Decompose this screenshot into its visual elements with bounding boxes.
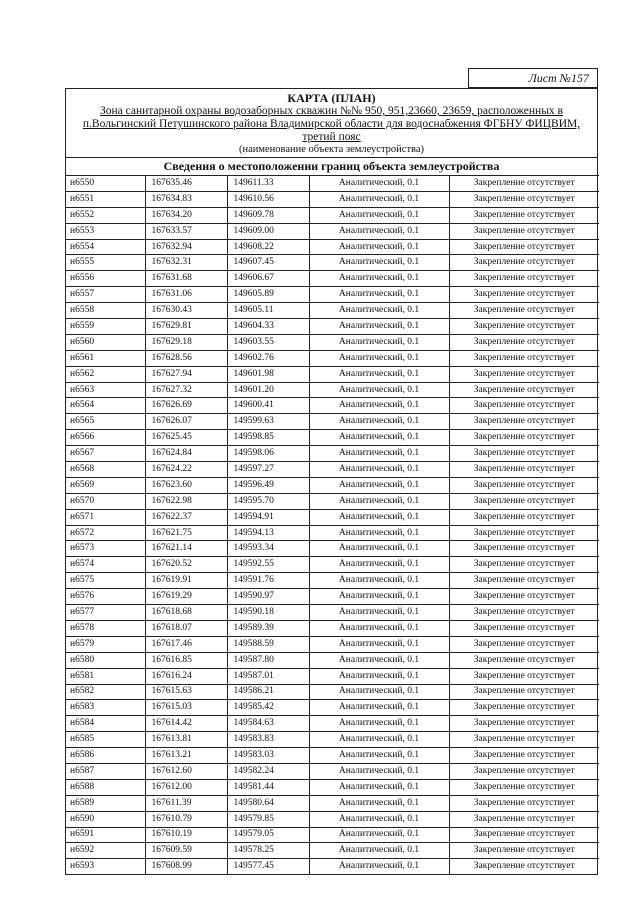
- table-row: [66, 843, 599, 859]
- x-coordinate-cell: 167625.45: [145, 430, 227, 446]
- fixation-note-cell: Закрепление отсутствует: [449, 859, 599, 874]
- table-row: [66, 255, 599, 271]
- point-id-cell: н6572: [66, 525, 145, 541]
- x-coordinate-cell: 167613.81: [145, 732, 227, 748]
- method-cell: Аналитический, 0.1: [309, 557, 449, 573]
- y-coordinate-cell: 149597.27: [227, 462, 309, 478]
- fixation-note-cell: Закрепление отсутствует: [449, 271, 599, 287]
- y-coordinate-cell: 149610.56: [227, 191, 309, 207]
- point-id-cell: н6584: [66, 716, 145, 732]
- method-cell: Аналитический, 0.1: [309, 779, 449, 795]
- point-id-cell: н6566: [66, 430, 145, 446]
- method-cell: Аналитический, 0.1: [309, 493, 449, 509]
- method-cell: Аналитический, 0.1: [309, 239, 449, 255]
- method-cell: Аналитический, 0.1: [309, 271, 449, 287]
- point-id-cell: н6592: [66, 843, 145, 859]
- point-id-cell: н6586: [66, 748, 145, 764]
- method-cell: Аналитический, 0.1: [309, 605, 449, 621]
- fixation-note-cell: Закрепление отсутствует: [449, 843, 599, 859]
- method-cell: Аналитический, 0.1: [309, 525, 449, 541]
- table-row: [66, 462, 599, 478]
- fixation-note-cell: Закрепление отсутствует: [449, 763, 599, 779]
- y-coordinate-cell: 149591.76: [227, 573, 309, 589]
- fixation-note-cell: Закрепление отсутствует: [449, 334, 599, 350]
- method-cell: Аналитический, 0.1: [309, 716, 449, 732]
- point-id-cell: н6557: [66, 287, 145, 303]
- fixation-note-cell: Закрепление отсутствует: [449, 350, 599, 366]
- y-coordinate-cell: 149586.21: [227, 684, 309, 700]
- document-header: [66, 89, 597, 157]
- point-id-cell: н6551: [66, 191, 145, 207]
- fixation-note-cell: Закрепление отсутствует: [449, 191, 599, 207]
- table-row: [66, 176, 599, 192]
- y-coordinate-cell: 149604.33: [227, 319, 309, 335]
- point-id-cell: н6576: [66, 589, 145, 605]
- table-row: [66, 303, 599, 319]
- x-coordinate-cell: 167629.81: [145, 319, 227, 335]
- fixation-note-cell: Закрепление отсутствует: [449, 748, 599, 764]
- x-coordinate-cell: 167616.85: [145, 652, 227, 668]
- point-id-cell: н6550: [66, 176, 145, 192]
- document-frame: [65, 88, 598, 875]
- x-coordinate-cell: 167618.68: [145, 605, 227, 621]
- point-id-cell: н6569: [66, 477, 145, 493]
- table-row: [66, 636, 599, 652]
- x-coordinate-cell: 167610.19: [145, 827, 227, 843]
- x-coordinate-cell: 167624.84: [145, 446, 227, 462]
- fixation-note-cell: Закрепление отсутствует: [449, 509, 599, 525]
- table-row: [66, 732, 599, 748]
- table-row: [66, 477, 599, 493]
- table-row: [66, 525, 599, 541]
- fixation-note-cell: Закрепление отсутствует: [449, 287, 599, 303]
- fixation-note-cell: Закрепление отсутствует: [449, 525, 599, 541]
- x-coordinate-cell: 167635.46: [145, 176, 227, 192]
- y-coordinate-cell: 149592.55: [227, 557, 309, 573]
- method-cell: Аналитический, 0.1: [309, 636, 449, 652]
- x-coordinate-cell: 167613.21: [145, 748, 227, 764]
- method-cell: Аналитический, 0.1: [309, 319, 449, 335]
- fixation-note-cell: Закрепление отсутствует: [449, 462, 599, 478]
- method-cell: Аналитический, 0.1: [309, 620, 449, 636]
- fixation-note-cell: Закрепление отсутствует: [449, 223, 599, 239]
- y-coordinate-cell: 149590.97: [227, 589, 309, 605]
- method-cell: Аналитический, 0.1: [309, 652, 449, 668]
- y-coordinate-cell: 149608.22: [227, 239, 309, 255]
- method-cell: Аналитический, 0.1: [309, 811, 449, 827]
- x-coordinate-cell: 167612.60: [145, 763, 227, 779]
- table-row: [66, 382, 599, 398]
- fixation-note-cell: Закрепление отсутствует: [449, 779, 599, 795]
- y-coordinate-cell: 149605.11: [227, 303, 309, 319]
- y-coordinate-cell: 149585.42: [227, 700, 309, 716]
- table-row: [66, 509, 599, 525]
- fixation-note-cell: Закрепление отсутствует: [449, 605, 599, 621]
- x-coordinate-cell: 167610.79: [145, 811, 227, 827]
- method-cell: Аналитический, 0.1: [309, 859, 449, 874]
- method-cell: Аналитический, 0.1: [309, 255, 449, 271]
- y-coordinate-cell: 149605.89: [227, 287, 309, 303]
- fixation-note-cell: Закрепление отсутствует: [449, 557, 599, 573]
- method-cell: Аналитический, 0.1: [309, 223, 449, 239]
- method-cell: Аналитический, 0.1: [309, 763, 449, 779]
- table-row: [66, 398, 599, 414]
- point-id-cell: н6561: [66, 350, 145, 366]
- y-coordinate-cell: 149588.59: [227, 636, 309, 652]
- fixation-note-cell: Закрепление отсутствует: [449, 732, 599, 748]
- x-coordinate-cell: 167612.00: [145, 779, 227, 795]
- point-id-cell: н6567: [66, 446, 145, 462]
- table-body: [66, 176, 599, 875]
- y-coordinate-cell: 149598.85: [227, 430, 309, 446]
- fixation-note-cell: Закрепление отсутствует: [449, 207, 599, 223]
- x-coordinate-cell: 167619.29: [145, 589, 227, 605]
- point-id-cell: н6579: [66, 636, 145, 652]
- y-coordinate-cell: 149600.41: [227, 398, 309, 414]
- fixation-note-cell: Закрепление отсутствует: [449, 684, 599, 700]
- method-cell: Аналитический, 0.1: [309, 176, 449, 192]
- fixation-note-cell: Закрепление отсутствует: [449, 176, 599, 192]
- table-row: [66, 859, 599, 874]
- fixation-note-cell: Закрепление отсутствует: [449, 716, 599, 732]
- point-id-cell: н6565: [66, 414, 145, 430]
- fixation-note-cell: Закрепление отсутствует: [449, 430, 599, 446]
- table-row: [66, 763, 599, 779]
- table-row: [66, 287, 599, 303]
- fixation-note-cell: Закрепление отсутствует: [449, 303, 599, 319]
- y-coordinate-cell: 149607.45: [227, 255, 309, 271]
- method-cell: Аналитический, 0.1: [309, 732, 449, 748]
- table-row: [66, 271, 599, 287]
- method-cell: Аналитический, 0.1: [309, 430, 449, 446]
- point-id-cell: н6578: [66, 620, 145, 636]
- x-coordinate-cell: 167627.32: [145, 382, 227, 398]
- y-coordinate-cell: 149578.25: [227, 843, 309, 859]
- point-id-cell: н6564: [66, 398, 145, 414]
- x-coordinate-cell: 167631.06: [145, 287, 227, 303]
- table-row: [66, 446, 599, 462]
- fixation-note-cell: Закрепление отсутствует: [449, 493, 599, 509]
- table-row: [66, 795, 599, 811]
- x-coordinate-cell: 167615.03: [145, 700, 227, 716]
- method-cell: Аналитический, 0.1: [309, 191, 449, 207]
- fixation-note-cell: Закрепление отсутствует: [449, 827, 599, 843]
- method-cell: Аналитический, 0.1: [309, 509, 449, 525]
- point-id-cell: н6590: [66, 811, 145, 827]
- method-cell: Аналитический, 0.1: [309, 668, 449, 684]
- point-id-cell: н6553: [66, 223, 145, 239]
- y-coordinate-cell: 149609.00: [227, 223, 309, 239]
- zone-description-line-3: третий пояс: [302, 131, 361, 143]
- y-coordinate-cell: 149598.06: [227, 446, 309, 462]
- x-coordinate-cell: 167626.69: [145, 398, 227, 414]
- y-coordinate-cell: 149594.91: [227, 509, 309, 525]
- table-row: [66, 350, 599, 366]
- table-row: [66, 716, 599, 732]
- point-id-cell: н6588: [66, 779, 145, 795]
- x-coordinate-cell: 167622.98: [145, 493, 227, 509]
- y-coordinate-cell: 149609.78: [227, 207, 309, 223]
- point-id-cell: н6562: [66, 366, 145, 382]
- y-coordinate-cell: 149599.63: [227, 414, 309, 430]
- method-cell: Аналитический, 0.1: [309, 589, 449, 605]
- method-cell: Аналитический, 0.1: [309, 795, 449, 811]
- boundary-points-table: [66, 175, 599, 874]
- y-coordinate-cell: 149601.20: [227, 382, 309, 398]
- method-cell: Аналитический, 0.1: [309, 287, 449, 303]
- table-row: [66, 620, 599, 636]
- y-coordinate-cell: 149606.67: [227, 271, 309, 287]
- point-id-cell: н6574: [66, 557, 145, 573]
- point-id-cell: н6580: [66, 652, 145, 668]
- x-coordinate-cell: 167634.83: [145, 191, 227, 207]
- x-coordinate-cell: 167631.68: [145, 271, 227, 287]
- x-coordinate-cell: 167629.18: [145, 334, 227, 350]
- fixation-note-cell: Закрепление отсутствует: [449, 541, 599, 557]
- method-cell: Аналитический, 0.1: [309, 477, 449, 493]
- table-row: [66, 366, 599, 382]
- point-id-cell: н6556: [66, 271, 145, 287]
- y-coordinate-cell: 149580.64: [227, 795, 309, 811]
- x-coordinate-cell: 167608.99: [145, 859, 227, 874]
- point-id-cell: н6582: [66, 684, 145, 700]
- fixation-note-cell: Закрепление отсутствует: [449, 573, 599, 589]
- x-coordinate-cell: 167617.46: [145, 636, 227, 652]
- point-id-cell: н6570: [66, 493, 145, 509]
- method-cell: Аналитический, 0.1: [309, 207, 449, 223]
- method-cell: Аналитический, 0.1: [309, 843, 449, 859]
- table-row: [66, 827, 599, 843]
- table-row: [66, 684, 599, 700]
- fixation-note-cell: Закрепление отсутствует: [449, 668, 599, 684]
- x-coordinate-cell: 167630.43: [145, 303, 227, 319]
- x-coordinate-cell: 167628.56: [145, 350, 227, 366]
- method-cell: Аналитический, 0.1: [309, 350, 449, 366]
- x-coordinate-cell: 167632.94: [145, 239, 227, 255]
- point-id-cell: н6560: [66, 334, 145, 350]
- y-coordinate-cell: 149596.49: [227, 477, 309, 493]
- point-id-cell: н6573: [66, 541, 145, 557]
- table-row: [66, 605, 599, 621]
- point-id-cell: н6568: [66, 462, 145, 478]
- y-coordinate-cell: 149595.70: [227, 493, 309, 509]
- x-coordinate-cell: 167609.59: [145, 843, 227, 859]
- table-row: [66, 191, 599, 207]
- fixation-note-cell: Закрепление отсутствует: [449, 398, 599, 414]
- table-row: [66, 748, 599, 764]
- fixation-note-cell: Закрепление отсутствует: [449, 652, 599, 668]
- x-coordinate-cell: 167621.14: [145, 541, 227, 557]
- x-coordinate-cell: 167614.42: [145, 716, 227, 732]
- table-row: [66, 589, 599, 605]
- y-coordinate-cell: 149579.85: [227, 811, 309, 827]
- table-row: [66, 557, 599, 573]
- y-coordinate-cell: 149577.45: [227, 859, 309, 874]
- point-id-cell: н6585: [66, 732, 145, 748]
- fixation-note-cell: Закрепление отсутствует: [449, 477, 599, 493]
- point-id-cell: н6575: [66, 573, 145, 589]
- x-coordinate-cell: 167619.91: [145, 573, 227, 589]
- point-id-cell: н6559: [66, 319, 145, 335]
- table-row: [66, 430, 599, 446]
- x-coordinate-cell: 167618.07: [145, 620, 227, 636]
- document-title: КАРТА (ПЛАН): [287, 91, 376, 105]
- x-coordinate-cell: 167623.60: [145, 477, 227, 493]
- table-row: [66, 811, 599, 827]
- x-coordinate-cell: 167634.20: [145, 207, 227, 223]
- method-cell: Аналитический, 0.1: [309, 446, 449, 462]
- method-cell: Аналитический, 0.1: [309, 334, 449, 350]
- x-coordinate-cell: 167633.57: [145, 223, 227, 239]
- fixation-note-cell: Закрепление отсутствует: [449, 255, 599, 271]
- y-coordinate-cell: 149584.63: [227, 716, 309, 732]
- table-row: [66, 207, 599, 223]
- table-row: [66, 414, 599, 430]
- point-id-cell: н6558: [66, 303, 145, 319]
- y-coordinate-cell: 149579.05: [227, 827, 309, 843]
- method-cell: Аналитический, 0.1: [309, 366, 449, 382]
- point-id-cell: н6554: [66, 239, 145, 255]
- x-coordinate-cell: 167611.39: [145, 795, 227, 811]
- zone-description-line-1: Зона санитарной охраны водозаборных скважин №№ 950, 951,23660, 23659, расположенных в: [99, 105, 563, 117]
- fixation-note-cell: Закрепление отсутствует: [449, 795, 599, 811]
- fixation-note-cell: Закрепление отсутствует: [449, 636, 599, 652]
- point-id-cell: н6587: [66, 763, 145, 779]
- fixation-note-cell: Закрепление отсутствует: [449, 811, 599, 827]
- table-row: [66, 493, 599, 509]
- x-coordinate-cell: 167621.75: [145, 525, 227, 541]
- point-id-cell: н6593: [66, 859, 145, 874]
- method-cell: Аналитический, 0.1: [309, 303, 449, 319]
- x-coordinate-cell: 167616.24: [145, 668, 227, 684]
- y-coordinate-cell: 149589.39: [227, 620, 309, 636]
- y-coordinate-cell: 149603.55: [227, 334, 309, 350]
- table-row: [66, 779, 599, 795]
- fixation-note-cell: Закрепление отсутствует: [449, 382, 599, 398]
- method-cell: Аналитический, 0.1: [309, 700, 449, 716]
- fixation-note-cell: Закрепление отсутствует: [449, 366, 599, 382]
- fixation-note-cell: Закрепление отсутствует: [449, 319, 599, 335]
- x-coordinate-cell: 167627.94: [145, 366, 227, 382]
- x-coordinate-cell: 167620.52: [145, 557, 227, 573]
- point-id-cell: н6571: [66, 509, 145, 525]
- point-id-cell: н6583: [66, 700, 145, 716]
- y-coordinate-cell: 149583.83: [227, 732, 309, 748]
- y-coordinate-cell: 149587.01: [227, 668, 309, 684]
- method-cell: Аналитический, 0.1: [309, 462, 449, 478]
- table-row: [66, 223, 599, 239]
- method-cell: Аналитический, 0.1: [309, 573, 449, 589]
- fixation-note-cell: Закрепление отсутствует: [449, 414, 599, 430]
- y-coordinate-cell: 149583.03: [227, 748, 309, 764]
- table-row: [66, 573, 599, 589]
- table-row: [66, 334, 599, 350]
- fixation-note-cell: Закрепление отсутствует: [449, 620, 599, 636]
- y-coordinate-cell: 149601.98: [227, 366, 309, 382]
- fixation-note-cell: Закрепление отсутствует: [449, 239, 599, 255]
- method-cell: Аналитический, 0.1: [309, 541, 449, 557]
- table-row: [66, 700, 599, 716]
- method-cell: Аналитический, 0.1: [309, 684, 449, 700]
- point-id-cell: н6555: [66, 255, 145, 271]
- point-id-cell: н6581: [66, 668, 145, 684]
- fixation-note-cell: Закрепление отсутствует: [449, 589, 599, 605]
- y-coordinate-cell: 149594.13: [227, 525, 309, 541]
- x-coordinate-cell: 167615.63: [145, 684, 227, 700]
- section-title: Сведения о местоположении границ объекта землеустройства: [66, 157, 597, 175]
- y-coordinate-cell: 149587.80: [227, 652, 309, 668]
- x-coordinate-cell: 167626.07: [145, 414, 227, 430]
- y-coordinate-cell: 149593.34: [227, 541, 309, 557]
- y-coordinate-cell: 149590.18: [227, 605, 309, 621]
- zone-description-line-2: п.Вольгинский Петушинского района Владимирской области для водоснабжения ФГБНУ ФИЦВИМ,: [82, 118, 581, 130]
- x-coordinate-cell: 167622.37: [145, 509, 227, 525]
- table-row: [66, 668, 599, 684]
- method-cell: Аналитический, 0.1: [309, 827, 449, 843]
- point-id-cell: н6589: [66, 795, 145, 811]
- point-id-cell: н6577: [66, 605, 145, 621]
- method-cell: Аналитический, 0.1: [309, 382, 449, 398]
- y-coordinate-cell: 149602.76: [227, 350, 309, 366]
- sheet-number: Лист №157: [468, 68, 598, 88]
- point-id-cell: н6591: [66, 827, 145, 843]
- table-row: [66, 319, 599, 335]
- method-cell: Аналитический, 0.1: [309, 414, 449, 430]
- method-cell: Аналитический, 0.1: [309, 748, 449, 764]
- y-coordinate-cell: 149581.44: [227, 779, 309, 795]
- x-coordinate-cell: 167624.22: [145, 462, 227, 478]
- y-coordinate-cell: 149611.33: [227, 176, 309, 192]
- fixation-note-cell: Закрепление отсутствует: [449, 446, 599, 462]
- table-row: [66, 652, 599, 668]
- table-row: [66, 541, 599, 557]
- method-cell: Аналитический, 0.1: [309, 398, 449, 414]
- y-coordinate-cell: 149582.24: [227, 763, 309, 779]
- object-name-caption: (наименование объекта землеустройства): [238, 144, 425, 155]
- x-coordinate-cell: 167632.31: [145, 255, 227, 271]
- fixation-note-cell: Закрепление отсутствует: [449, 700, 599, 716]
- point-id-cell: н6552: [66, 207, 145, 223]
- table-row: [66, 239, 599, 255]
- point-id-cell: н6563: [66, 382, 145, 398]
